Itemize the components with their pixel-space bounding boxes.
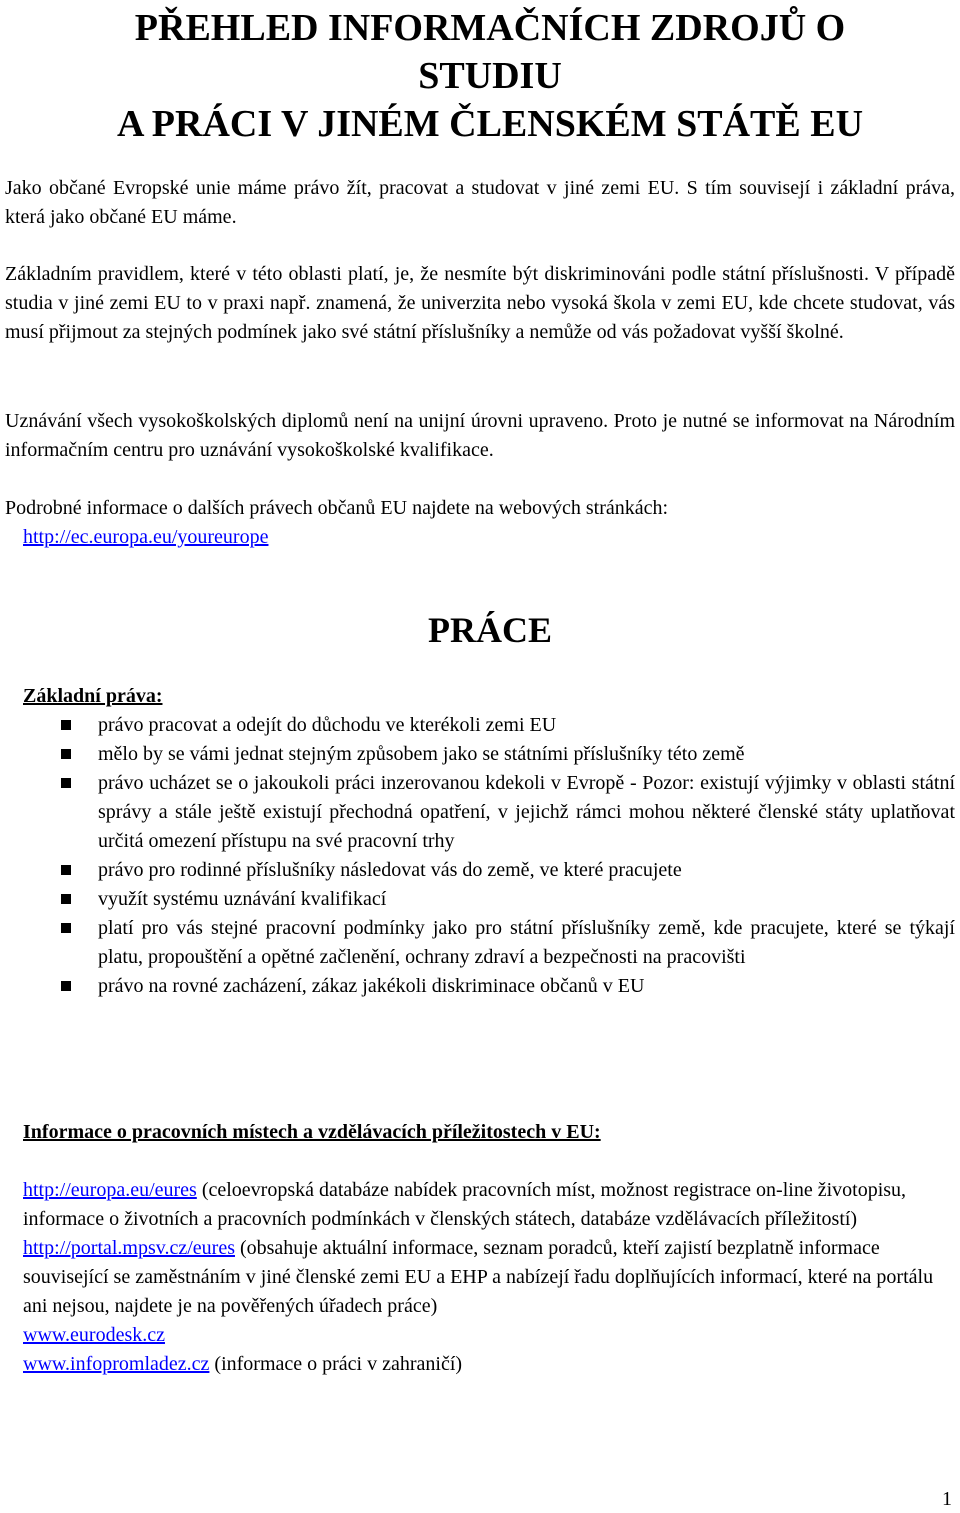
youreurope-link-row bbox=[23, 523, 268, 552]
list-item-text: mělo by se vámi jednat stejným způsobem jako se státními příslušníky této země bbox=[98, 743, 745, 765]
intro-paragraph-1: Jako občané Evropské unie máme právo žít, pracovat a studovat v jiné zemi EU. S tím souvisejí i základní práva, která jako občané EU máme. bbox=[5, 177, 955, 228]
list-item bbox=[57, 856, 955, 885]
infopromladez-link[interactable]: www.infopromladez.cz bbox=[23, 1353, 210, 1375]
intro-paragraph-4: Podrobné informace o dalších právech občanů EU najdete na webových stránkách: bbox=[5, 497, 669, 519]
eures-link[interactable]: http://europa.eu/eures bbox=[23, 1179, 197, 1201]
resource-description: (informace o práci v zahraničí) bbox=[209, 1353, 463, 1375]
intro-paragraph-2: Základním pravidlem, které v této oblasti platí, je, že nesmíte být diskriminováni podle státní příslušnosti. V případě studia v jiné zemi EU to v praxi např. znamená, že univerzita nebo vysoká škola v zemi EU, kde chcete studovat, vás musí přijmout za stejných podmínek jako své státní příslušníky a nemůže od vás požadovat vyšší školné. bbox=[5, 263, 955, 343]
title-line-2: STUDIU bbox=[418, 55, 562, 97]
list-item-text: právo na rovné zacházení, zákaz jakékoli diskriminace občanů v EU bbox=[98, 975, 645, 997]
list-item bbox=[57, 885, 955, 914]
document-title bbox=[0, 4, 960, 148]
list-item-text: právo ucházet se o jakoukoli práci inzerovanou kdekoli v Evropě - Pozor: existují výjimky v oblasti státní správy a stále ještě existují přechodná opatření, v jejichž rámci mohou některé členské státy uplatňovat určitá omezení přístupu na své pracovní trhy bbox=[98, 772, 955, 852]
list-item-text: platí pro vás stejné pracovní podmínky jako pro státní příslušníky země, kde pracujete, které se týkají platu, propouštění a opětné začlenění, ochrany zdraví a bezpečnosti na pracovišti bbox=[98, 917, 955, 968]
rights-list bbox=[57, 711, 955, 1001]
list-item bbox=[57, 740, 955, 769]
list-item bbox=[57, 711, 955, 740]
square-bullet-icon bbox=[61, 923, 71, 933]
intro-paragraph-3: Uznávání všech vysokoškolských diplomů není na unijní úrovni upraveno. Proto je nutné se informovat na Národním informačním centru pro uznávání vysokoškolské kvalifikace. bbox=[5, 410, 955, 461]
square-bullet-icon bbox=[61, 981, 71, 991]
resource-item bbox=[23, 1176, 943, 1234]
resource-item bbox=[23, 1321, 943, 1350]
square-bullet-icon bbox=[61, 749, 71, 759]
list-item-text: právo pro rodinné příslušníky následovat vás do země, ve které pracujete bbox=[98, 859, 682, 881]
eurodesk-link[interactable]: www.eurodesk.cz bbox=[23, 1324, 165, 1346]
mpsv-eures-link[interactable]: http://portal.mpsv.cz/eures bbox=[23, 1237, 235, 1259]
resource-item bbox=[23, 1234, 943, 1321]
info-heading: Informace o pracovních místech a vzdělávacích příležitostech v EU: bbox=[23, 1121, 601, 1143]
list-item bbox=[57, 769, 955, 856]
title-line-1: PŘEHLED INFORMAČNÍCH ZDROJŮ O bbox=[134, 7, 846, 49]
square-bullet-icon bbox=[61, 865, 71, 875]
title-line-3: A PRÁCI V JINÉM ČLENSKÉM STÁTĚ EU bbox=[116, 103, 864, 145]
resource-item bbox=[23, 1350, 943, 1379]
section-heading-work: PRÁCE bbox=[428, 610, 552, 650]
square-bullet-icon bbox=[61, 778, 71, 788]
list-item bbox=[57, 972, 955, 1001]
list-item-text: využít systému uznávání kvalifikací bbox=[98, 888, 387, 910]
square-bullet-icon bbox=[61, 720, 71, 730]
list-item-text: právo pracovat a odejít do důchodu ve kterékoli zemi EU bbox=[98, 714, 557, 736]
youreurope-link[interactable]: http://ec.europa.eu/youreurope bbox=[23, 526, 269, 548]
page-number: 1 bbox=[942, 1488, 952, 1510]
resource-description: (celoevropská databáze nabídek pracovních míst, možnost registrace on-line životopisu, informace o životních a pracovních podmínkách v členských státech, databáze vzdělávacích příležitostí) bbox=[23, 1179, 907, 1230]
list-item bbox=[57, 914, 955, 972]
resources-block bbox=[23, 1176, 943, 1379]
rights-heading: Základní práva: bbox=[23, 685, 163, 707]
resource-description: (obsahuje aktuální informace, seznam poradců, kteří zajistí bezplatně informace související se zaměstnáním v jiné členské zemi EU a EHP a nabízejí řadu doplňujících informací, které na portálu ani nejsou, najdete je na pověřených úřadech práce) bbox=[23, 1237, 934, 1317]
square-bullet-icon bbox=[61, 894, 71, 904]
